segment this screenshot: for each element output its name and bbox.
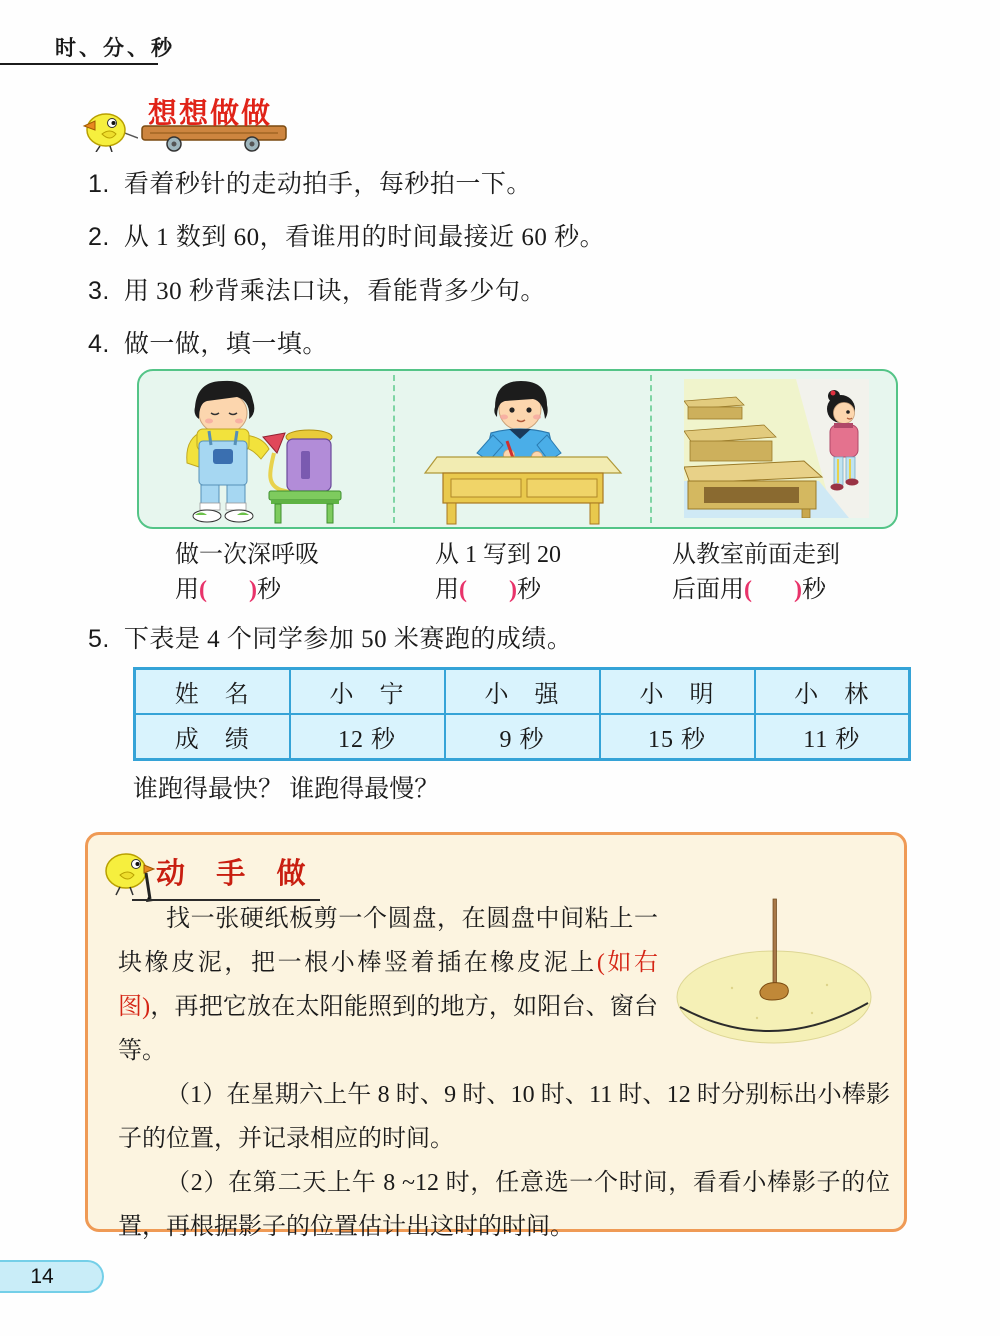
exercise-item-5 <box>88 619 572 655</box>
table-header-cell: 小 林 <box>755 669 910 715</box>
page-title: 时、分、秒 <box>55 36 175 60</box>
caption-deep-breath <box>175 538 319 608</box>
item-text: 用 30 秒背乘法口诀，看能背多少句。 <box>123 278 546 305</box>
open-paren: ( <box>744 577 752 603</box>
hands-on-content <box>118 897 890 1249</box>
item-number: 2. <box>88 223 110 251</box>
table-value-cell: 12 秒 <box>290 714 445 760</box>
table-value-cell: 9 秒 <box>445 714 600 760</box>
caption-prefix: 用 <box>435 577 459 603</box>
caption-prefix: 用 <box>175 577 199 603</box>
panel-divider <box>650 375 652 523</box>
item-number: 4. <box>88 330 110 358</box>
caption-blank-line <box>672 573 840 608</box>
table-row <box>135 714 910 760</box>
hands-on-paragraph-3: （2）在第二天上午 8 ~12 时，任意选一个时间，看看小棒影子的位置，再根据影子的位置估计出这时的时间。 <box>118 1170 890 1240</box>
item-text: 做一做，填一填。 <box>123 331 328 358</box>
activity-pictures-box <box>137 369 898 529</box>
exercise-item-2 <box>88 217 605 253</box>
writing-scene <box>397 373 647 525</box>
open-paren: ( <box>199 577 207 603</box>
close-paren: ) <box>249 577 257 603</box>
hands-on-title: 动 手 做 <box>156 858 318 890</box>
table-header-cell: 姓 名 <box>135 669 290 715</box>
close-paren: ) <box>509 577 517 603</box>
item-number: 3. <box>88 277 110 305</box>
race-results-table <box>133 667 911 761</box>
table-value-cell: 11 秒 <box>755 714 910 760</box>
think-do-title: 想想做做 <box>148 98 273 130</box>
caption-blank-line <box>435 573 561 608</box>
exercise-item-3 <box>88 271 546 307</box>
caption-blank-line <box>175 573 319 608</box>
item-text: 从 1 数到 60，看谁用的时间最接近 60 秒。 <box>123 224 606 251</box>
item-number: 5. <box>88 625 110 653</box>
deep-breath-scene <box>141 373 391 525</box>
exercise-item-4 <box>88 324 328 360</box>
page-number: 14 <box>30 1264 54 1288</box>
caption-walking <box>672 538 840 608</box>
caption-unit: 秒 <box>517 577 541 603</box>
race-question: 谁跑得最快？ 谁跑得最慢？ <box>133 776 440 803</box>
hands-on-box <box>85 832 907 1240</box>
close-paren: ) <box>794 577 802 603</box>
exercise-item-1 <box>88 164 532 200</box>
paragraph-text: 找一张硬纸板剪一个圆盘，在圆盘中间粘上一块橡皮泥，把一根小棒竖着插在橡皮泥上 <box>118 906 658 976</box>
caption-line: 从 1 写到 20 <box>435 542 561 568</box>
caption-prefix: 后面用 <box>672 577 744 603</box>
paragraph-text: ，再把它放在太阳能照到的地方，如阳台、窗台等。 <box>118 994 659 1064</box>
table-header-cell: 小 宁 <box>290 669 445 715</box>
caption-writing <box>435 538 561 608</box>
disc-with-stick-illustration <box>672 893 890 1049</box>
item-text: 下表是 4 个同学参加 50 米赛跑的成绩。 <box>123 626 573 653</box>
caption-unit: 秒 <box>257 577 281 603</box>
table-value-cell: 15 秒 <box>600 714 755 760</box>
classroom-walking-scene <box>684 379 869 518</box>
caption-line: 做一次深呼吸 <box>175 542 319 568</box>
panel-divider <box>393 375 395 523</box>
item-number: 1. <box>88 170 110 198</box>
table-header-cell: 小 明 <box>600 669 755 715</box>
chick-with-pen-icon <box>100 843 158 903</box>
header-underline <box>0 63 158 65</box>
table-row <box>135 669 910 715</box>
see-figure-note: (如右图) <box>118 950 659 1020</box>
caption-unit: 秒 <box>802 577 826 603</box>
chick-pulling-cart-icon <box>82 100 138 152</box>
open-paren: ( <box>459 577 467 603</box>
table-value-cell: 成 绩 <box>135 714 290 760</box>
caption-line: 从教室前面走到 <box>672 542 840 568</box>
table-header-cell: 小 强 <box>445 669 600 715</box>
hands-on-paragraph-2: （1）在星期六上午 8 时、9 时、10 时、11 时、12 时分别标出小棒影子的位置，并记录相应的时间。 <box>118 1082 890 1152</box>
page-number-pill <box>0 1260 104 1293</box>
item-text: 看着秒针的走动拍手，每秒拍一下。 <box>123 171 532 198</box>
think-do-header <box>82 94 322 154</box>
